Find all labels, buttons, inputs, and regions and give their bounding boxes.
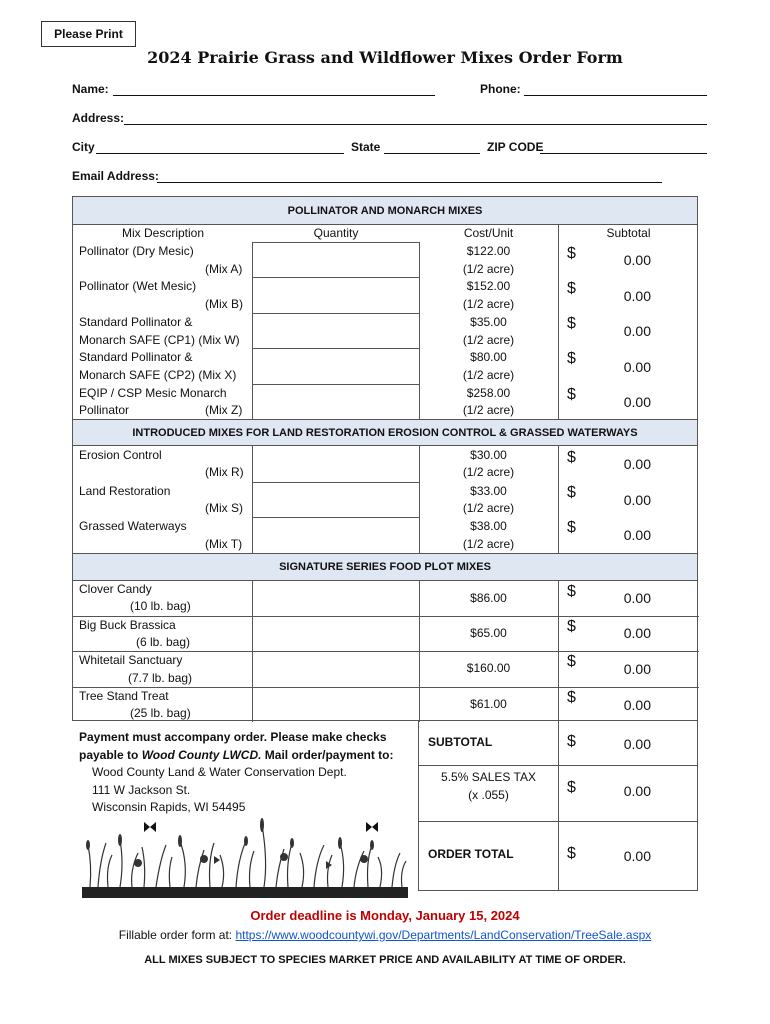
quantity-input[interactable] bbox=[253, 349, 421, 384]
mix-name: Standard Pollinator & bbox=[79, 350, 193, 364]
please-print-button[interactable]: Please Print bbox=[41, 21, 136, 47]
mix-name: Big Buck Brassica bbox=[79, 618, 176, 632]
divider bbox=[558, 446, 559, 553]
city-field[interactable] bbox=[96, 141, 342, 154]
payment-instructions bbox=[79, 729, 414, 817]
dollar-sign: $ bbox=[567, 350, 576, 367]
dollar-sign: $ bbox=[567, 449, 576, 466]
payment-line-2 bbox=[79, 747, 414, 765]
dollar-sign: $ bbox=[567, 315, 576, 332]
dollar-sign: $ bbox=[567, 845, 576, 862]
food-plot-section-header: SIGNATURE SERIES FOOD PLOT MIXES bbox=[73, 553, 697, 581]
mix-name: Pollinator (Dry Mesic) bbox=[79, 244, 194, 258]
address-field[interactable] bbox=[124, 112, 704, 125]
subtotal-value: 0.00 bbox=[623, 323, 651, 339]
name-field-line bbox=[113, 82, 435, 96]
col-header-quantity: Quantity bbox=[313, 226, 359, 240]
cost-value: $30.00 bbox=[470, 448, 507, 462]
cost-value: $122.00 bbox=[466, 244, 511, 258]
cost-value: $38.00 bbox=[470, 519, 507, 533]
mail-address-3: Wisconsin Rapids, WI 54495 bbox=[92, 800, 246, 814]
phone-field[interactable] bbox=[524, 83, 705, 96]
subtotal-value: 0.00 bbox=[623, 394, 651, 410]
cost-value: $80.00 bbox=[470, 350, 507, 364]
zip-label: ZIP CODE bbox=[487, 140, 544, 154]
zip-field[interactable] bbox=[540, 141, 705, 154]
dollar-sign: $ bbox=[567, 779, 576, 796]
pollinator-section-header: POLLINATOR AND MONARCH MIXES bbox=[73, 196, 697, 225]
col-header-subtotal: Subtotal bbox=[606, 226, 651, 240]
quantity-input[interactable] bbox=[253, 447, 421, 482]
quantity-input[interactable] bbox=[253, 582, 421, 616]
dollar-sign: $ bbox=[567, 583, 576, 600]
mix-code: (Mix T) bbox=[205, 537, 243, 551]
cost-unit: (1/2 acre) bbox=[462, 403, 515, 417]
dollar-sign: $ bbox=[567, 689, 576, 706]
page-title: 2024 Prairie Grass and Wildflower Mixes Order Form bbox=[147, 48, 623, 67]
cost-unit: (1/2 acre) bbox=[462, 368, 515, 382]
subtotal-value: 0.00 bbox=[623, 661, 651, 677]
quantity-input[interactable] bbox=[253, 483, 421, 518]
mix-name: Pollinator (Wet Mesic) bbox=[79, 279, 197, 293]
name-label: Name: bbox=[72, 82, 109, 96]
bag-size: (10 lb. bag) bbox=[130, 599, 191, 613]
dollar-sign: $ bbox=[567, 280, 576, 297]
mix-name: Land Restoration bbox=[79, 484, 171, 498]
order-total-value: 0.00 bbox=[623, 848, 651, 864]
sales-tax-rate: (x .055) bbox=[468, 788, 509, 802]
mix-code: (Mix Z) bbox=[205, 403, 243, 417]
bag-size: (7.7 lb. bag) bbox=[128, 671, 193, 685]
address-field-line bbox=[124, 111, 707, 125]
phone-field-line bbox=[524, 82, 707, 96]
cost-value: $35.00 bbox=[470, 315, 507, 329]
state-field-line bbox=[384, 140, 480, 154]
state-label: State bbox=[351, 140, 381, 154]
cost-unit: (1/2 acre) bbox=[462, 465, 515, 479]
availability-disclaimer: ALL MIXES SUBJECT TO SPECIES MARKET PRICE AND AVAILABILITY AT TIME OF ORDER. bbox=[144, 954, 626, 966]
cost-value: $65.00 bbox=[470, 626, 507, 640]
payee-name: Wood County LWCD. bbox=[141, 747, 262, 762]
bag-size: (25 lb. bag) bbox=[130, 706, 191, 720]
quantity-input[interactable] bbox=[253, 518, 421, 553]
quantity-input[interactable] bbox=[253, 278, 421, 313]
dollar-sign: $ bbox=[567, 618, 576, 635]
bag-size: (6 lb. bag) bbox=[136, 635, 191, 649]
cost-unit: (1/2 acre) bbox=[462, 262, 515, 276]
mix-code: (Mix R) bbox=[205, 465, 244, 479]
dollar-sign: $ bbox=[567, 484, 576, 501]
subtotal-value: 0.00 bbox=[623, 492, 651, 508]
subtotal-value: 0.00 bbox=[623, 527, 651, 543]
introduced-section-header: INTRODUCED MIXES FOR LAND RESTORATION EROSION CONTROL & GRASSED WATERWAYS bbox=[73, 419, 697, 446]
mix-code: (Mix S) bbox=[205, 501, 243, 515]
city-label: City bbox=[72, 140, 95, 154]
fillable-form-link[interactable]: https://www.woodcountywi.gov/Departments/LandConservation/TreeSale.aspx bbox=[235, 928, 652, 942]
divider bbox=[419, 765, 698, 766]
payment-line-2a: payable to bbox=[79, 747, 142, 762]
dollar-sign: $ bbox=[567, 245, 576, 262]
fillable-form-line bbox=[0, 928, 770, 942]
cost-value: $152.00 bbox=[466, 279, 511, 293]
subtotal-value: 0.00 bbox=[623, 456, 651, 472]
payment-line-2c: Mail order/payment to: bbox=[261, 747, 394, 762]
sales-tax-label: 5.5% SALES TAX bbox=[441, 770, 536, 784]
email-field[interactable] bbox=[157, 170, 660, 183]
dollar-sign: $ bbox=[567, 519, 576, 536]
quantity-input[interactable] bbox=[253, 688, 421, 723]
cost-value: $33.00 bbox=[470, 484, 507, 498]
quantity-input[interactable] bbox=[253, 617, 421, 652]
mix-name: Whitetail Sanctuary bbox=[79, 653, 183, 667]
cost-value: $61.00 bbox=[470, 697, 507, 711]
zip-field-line bbox=[540, 140, 707, 154]
cost-value: $160.00 bbox=[466, 661, 511, 675]
divider bbox=[419, 821, 698, 822]
phone-label: Phone: bbox=[480, 82, 521, 96]
subtotal-value: 0.00 bbox=[623, 590, 651, 606]
mix-code: Monarch SAFE (CP2) (Mix X) bbox=[79, 368, 237, 382]
dollar-sign: $ bbox=[567, 733, 576, 750]
mail-address-2: 111 W Jackson St. bbox=[92, 782, 191, 797]
order-total-label: ORDER TOTAL bbox=[428, 847, 514, 861]
email-label: Email Address: bbox=[72, 169, 159, 183]
cost-value: $258.00 bbox=[466, 386, 511, 400]
cost-unit: (1/2 acre) bbox=[462, 333, 515, 347]
name-field[interactable] bbox=[113, 83, 433, 96]
cost-unit: (1/2 acre) bbox=[462, 501, 515, 515]
fillable-label: Fillable order form at: bbox=[118, 928, 236, 942]
mix-name: Erosion Control bbox=[79, 448, 162, 462]
subtotal-value: 0.00 bbox=[623, 252, 651, 268]
prairie-grass-illustration bbox=[80, 815, 410, 900]
subtotal-value: 0.00 bbox=[623, 697, 651, 713]
mix-name: Clover Candy bbox=[79, 582, 152, 596]
divider bbox=[558, 225, 559, 419]
state-field[interactable] bbox=[384, 141, 478, 154]
cost-unit: (1/2 acre) bbox=[462, 297, 515, 311]
dollar-sign: $ bbox=[567, 386, 576, 403]
address-label: Address: bbox=[72, 111, 125, 125]
mix-code: (Mix A) bbox=[205, 262, 243, 276]
quantity-input[interactable] bbox=[253, 385, 421, 420]
email-field-line bbox=[157, 169, 662, 183]
subtotal-value: 0.00 bbox=[623, 288, 651, 304]
col-header-mix: Mix Description bbox=[121, 226, 205, 240]
mix-name-cont: Pollinator bbox=[79, 403, 130, 417]
subtotal-value: 0.00 bbox=[623, 359, 651, 375]
mix-name: Standard Pollinator & bbox=[79, 315, 193, 329]
cost-value: $86.00 bbox=[470, 591, 507, 605]
dollar-sign: $ bbox=[567, 653, 576, 670]
city-field-line bbox=[96, 140, 344, 154]
quantity-input[interactable] bbox=[253, 243, 421, 278]
col-header-cost: Cost/Unit bbox=[463, 226, 514, 240]
payment-line-1: Payment must accompany order. Please make checks bbox=[79, 730, 387, 744]
mail-address-1: Wood County Land & Water Conservation Dept. bbox=[92, 765, 347, 779]
quantity-input[interactable] bbox=[253, 314, 421, 349]
mix-name: Tree Stand Treat bbox=[79, 689, 169, 703]
cost-unit: (1/2 acre) bbox=[462, 537, 515, 551]
divider bbox=[558, 721, 559, 891]
quantity-input[interactable] bbox=[253, 652, 421, 687]
subtotal-total-value: 0.00 bbox=[623, 736, 651, 752]
subtotal-value: 0.00 bbox=[623, 625, 651, 641]
order-deadline: Order deadline is Monday, January 15, 2024 bbox=[250, 908, 520, 923]
mix-name: EQIP / CSP Mesic Monarch bbox=[79, 386, 227, 400]
sales-tax-value: 0.00 bbox=[623, 783, 651, 799]
mix-code: Monarch SAFE (CP1) (Mix W) bbox=[79, 333, 240, 347]
mix-name: Grassed Waterways bbox=[79, 519, 187, 533]
mix-code: (Mix B) bbox=[205, 297, 243, 311]
subtotal-label: SUBTOTAL bbox=[428, 735, 493, 749]
